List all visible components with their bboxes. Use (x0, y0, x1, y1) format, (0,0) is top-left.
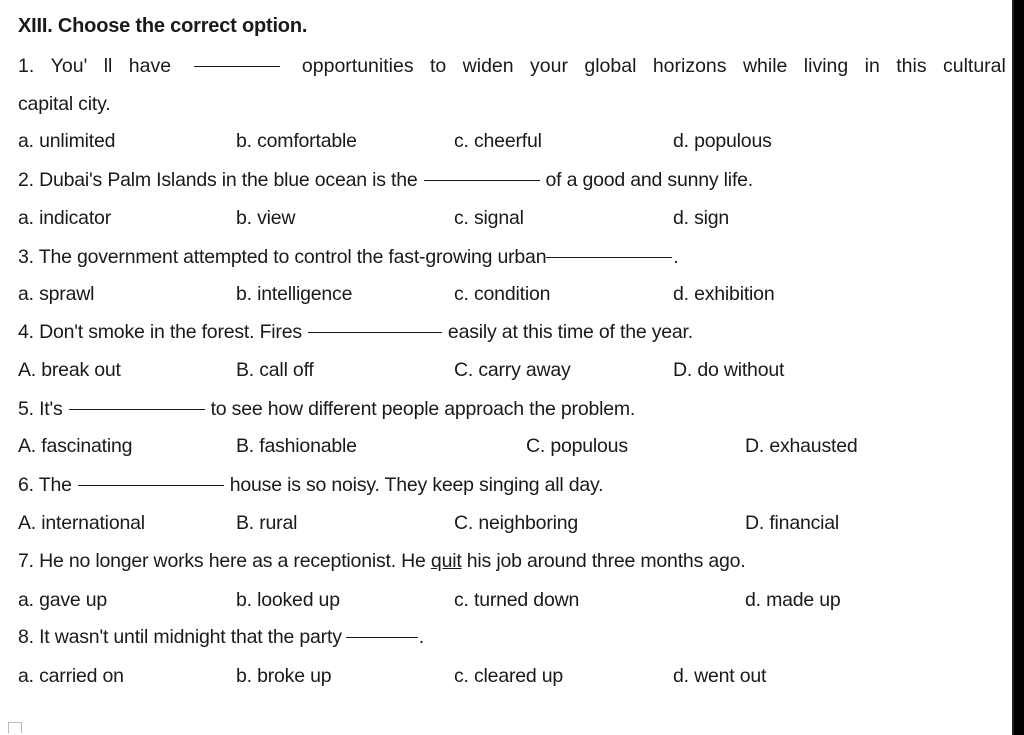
answer-blank[interactable] (546, 257, 672, 258)
answer-blank[interactable] (78, 485, 224, 486)
option-b[interactable]: b. looked up (236, 589, 340, 611)
option-b[interactable]: B. fashionable (236, 435, 357, 457)
question-text: his job around three months ago. (466, 550, 746, 572)
option-a[interactable]: A. fascinating (18, 435, 133, 457)
option-d[interactable]: D. financial (745, 512, 840, 534)
answer-blank[interactable] (424, 180, 540, 181)
option-a[interactable]: A. international (18, 512, 145, 534)
option-a[interactable]: a. unlimited (18, 130, 116, 152)
option-b[interactable]: B. rural (236, 512, 298, 534)
option-d[interactable]: d. populous (673, 130, 772, 152)
option-c[interactable]: c. cheerful (454, 130, 542, 152)
question-text: 7. He no longer works here as a receptionist. He (18, 550, 426, 572)
question-1-line-1 (18, 54, 1006, 78)
question-2 (18, 168, 753, 192)
option-a[interactable]: a. gave up (18, 589, 108, 611)
question-1-word: your (530, 55, 568, 77)
question-text: house is so noisy. They keep singing all day. (229, 474, 604, 496)
option-c[interactable]: c. cleared up (454, 665, 564, 687)
question-1-word: in (864, 55, 880, 77)
question-1-word: have (128, 55, 172, 77)
question-1-word: global (584, 55, 637, 77)
question-1-word: while (742, 55, 788, 77)
question-text: . (673, 246, 679, 268)
question-1-word: horizons (652, 55, 727, 77)
question-1-line-2: capital city. (18, 93, 111, 115)
option-b[interactable]: b. intelligence (236, 283, 353, 305)
question-text: 8. It wasn't until midnight that the party (18, 626, 342, 648)
option-d[interactable]: d. went out (673, 665, 767, 687)
option-d[interactable]: D. exhausted (745, 435, 858, 457)
question-text: 5. It's (18, 398, 63, 420)
question-1-word: ll (103, 55, 113, 77)
question-4 (18, 320, 693, 344)
question-text: 2. Dubai's Palm Islands in the blue ocean is the (18, 169, 418, 191)
question-1-word: 1. (18, 55, 35, 77)
option-c[interactable]: c. turned down (454, 589, 580, 611)
option-d[interactable]: d. sign (673, 207, 730, 229)
question-5 (18, 397, 635, 421)
option-b[interactable]: b. broke up (236, 665, 332, 687)
option-c[interactable]: C. populous (526, 435, 628, 457)
option-a[interactable]: a. carried on (18, 665, 124, 687)
option-b[interactable]: b. view (236, 207, 296, 229)
answer-blank[interactable] (346, 637, 418, 638)
option-c[interactable]: c. condition (454, 283, 551, 305)
question-text: to see how different people approach the problem. (210, 398, 636, 420)
option-c[interactable]: C. neighboring (454, 512, 579, 534)
question-text: 3. The government attempted to control the fast-growing urban (18, 246, 547, 268)
section-heading: XIII. Choose the correct option. (18, 15, 308, 37)
option-d[interactable]: d. made up (745, 589, 841, 611)
question-1-word: opportunities (301, 55, 414, 77)
answer-blank[interactable] (194, 66, 280, 67)
option-b[interactable]: B. call off (236, 359, 314, 381)
question-1-word: to (429, 55, 447, 77)
page-corner-mark (8, 722, 22, 733)
option-a[interactable]: a. indicator (18, 207, 111, 229)
question-text: . (418, 626, 424, 648)
answer-blank[interactable] (308, 332, 442, 333)
option-d[interactable]: d. exhibition (673, 283, 775, 305)
question-1-word: this (896, 55, 927, 77)
option-c[interactable]: C. carry away (454, 359, 571, 381)
question-6 (18, 473, 603, 497)
question-3 (18, 245, 679, 269)
question-1-word: cultural (942, 55, 1006, 77)
option-b[interactable]: b. comfortable (236, 130, 357, 152)
underlined-word: quit (430, 550, 462, 572)
question-text: 4. Don't smoke in the forest. Fires (18, 321, 302, 343)
question-7 (18, 549, 745, 573)
answer-blank[interactable] (69, 409, 205, 410)
question-8 (18, 625, 424, 649)
question-text: easily at this time of the year. (447, 321, 693, 343)
question-text: of a good and sunny life. (545, 169, 754, 191)
option-c[interactable]: c. signal (454, 207, 524, 229)
option-a[interactable]: a. sprawl (18, 283, 95, 305)
question-1-word: living (803, 55, 849, 77)
question-1-word: You' (50, 55, 88, 77)
question-1-word: widen (462, 55, 514, 77)
option-d[interactable]: D. do without (673, 359, 785, 381)
option-a[interactable]: A. break out (18, 359, 121, 381)
question-text: 6. The (18, 474, 72, 496)
